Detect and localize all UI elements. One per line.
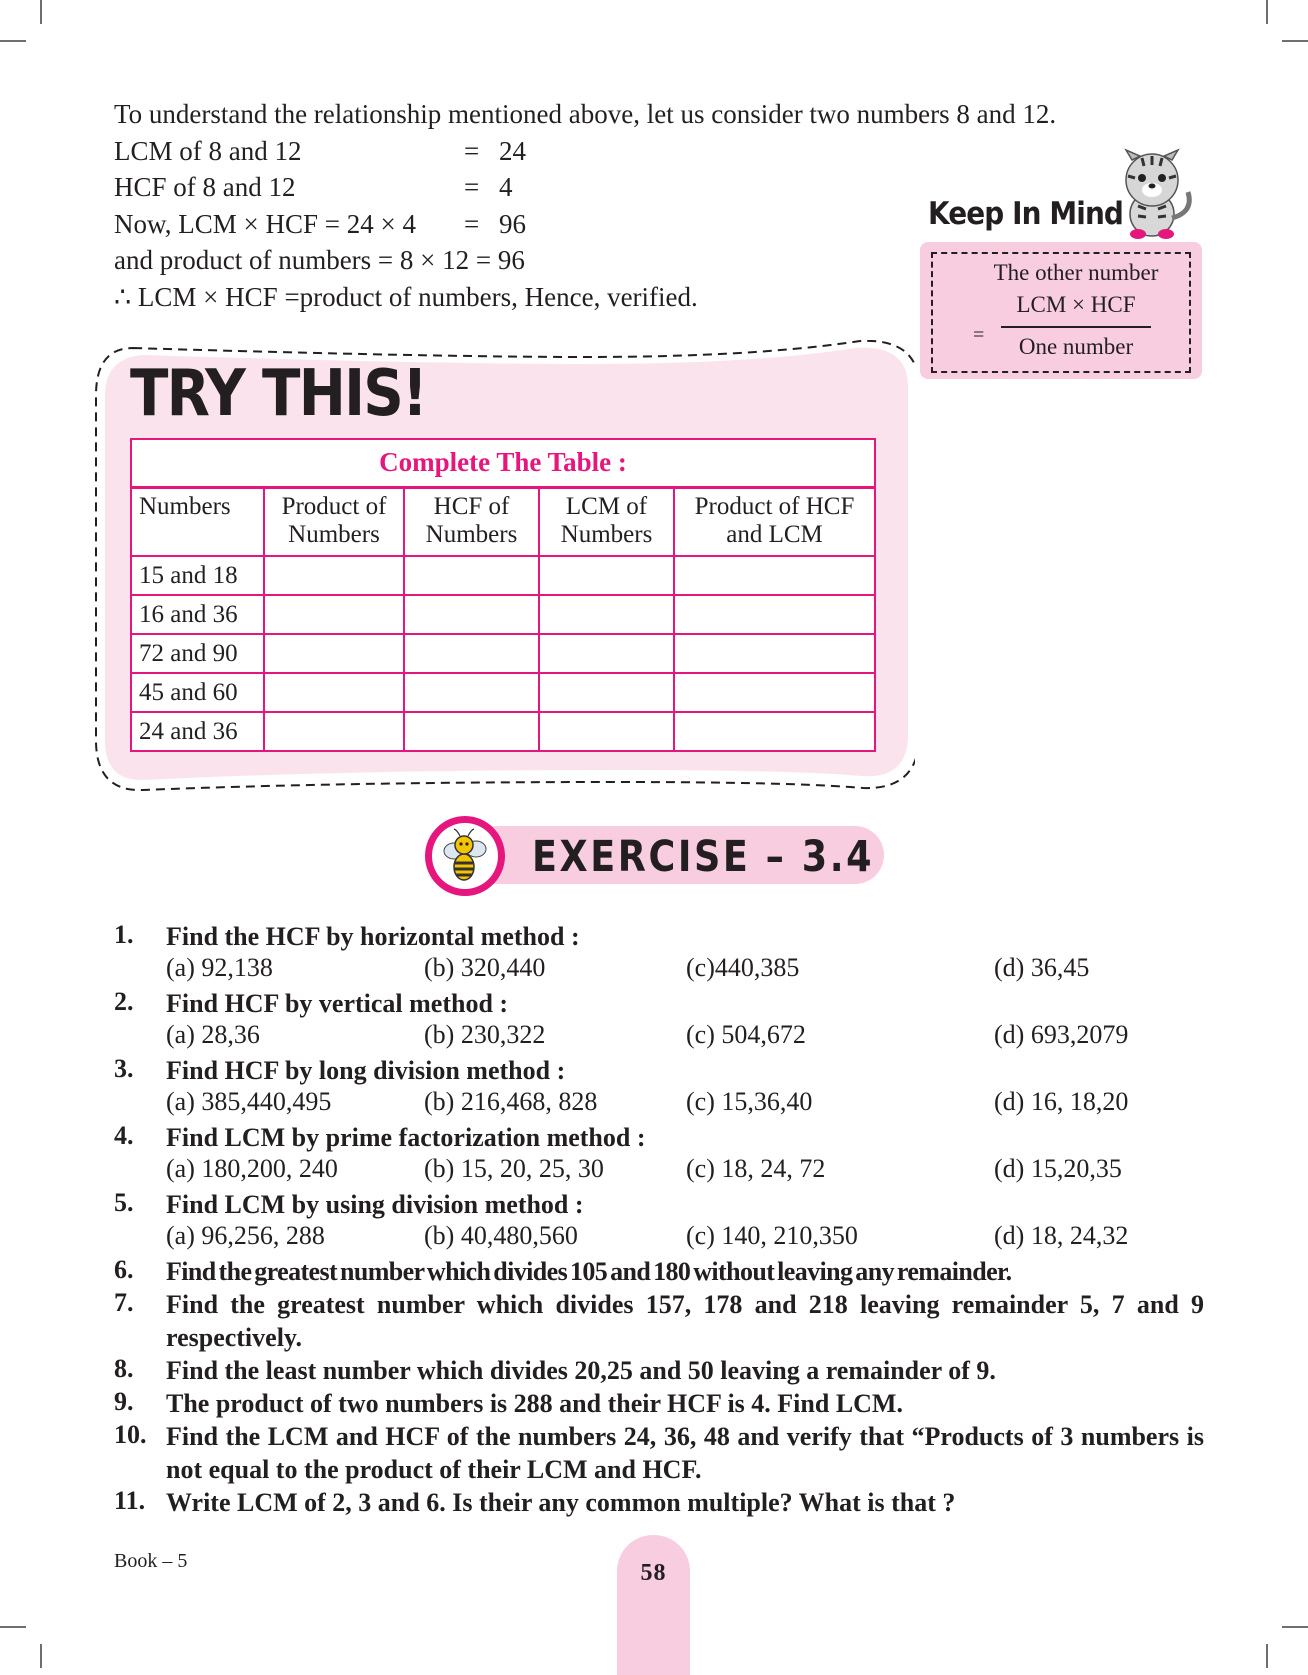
question-text: Find LCM by using division method : — [166, 1190, 584, 1219]
option-d: (d) 18, 24,32 — [994, 1221, 1129, 1250]
option-d: (d) 15,20,35 — [994, 1154, 1122, 1183]
question-10 — [114, 1420, 1204, 1486]
question-text: Find the greatest number which divides 157, 178 and 218 leaving remainder 5, 7 and 9 respectively. — [166, 1290, 1204, 1352]
page-number: 58 — [640, 1560, 667, 1586]
question-8 — [114, 1354, 1204, 1387]
equals-sign: = — [464, 135, 480, 166]
table-caption: Complete The Table : — [130, 438, 876, 488]
table-row — [131, 595, 875, 634]
question-number: 11. — [114, 1486, 146, 1515]
blank-cell[interactable] — [674, 556, 875, 595]
question-number: 5. — [114, 1188, 134, 1217]
blank-cell[interactable] — [404, 556, 539, 595]
formula-denominator: One number — [1018, 334, 1134, 359]
crop-mark — [0, 1626, 26, 1628]
question-number: 6. — [114, 1255, 134, 1284]
question-options — [166, 1221, 1204, 1255]
header-product-hcf-lcm: Product of HCF and LCM — [674, 488, 875, 556]
row-label: Now, LCM × HCF = 24 × 4 — [114, 208, 416, 239]
option-d: (d) 693,2079 — [994, 1020, 1129, 1049]
question-options — [166, 1154, 1204, 1188]
keep-in-mind-frame — [931, 252, 1191, 373]
question-number: 7. — [114, 1288, 134, 1317]
question-number: 1. — [114, 920, 134, 949]
fraction-bar — [1001, 326, 1151, 328]
question-11 — [114, 1486, 1204, 1519]
table-row — [131, 634, 875, 673]
question-3 — [114, 1054, 1204, 1121]
crop-mark — [1282, 1626, 1308, 1628]
question-text: Find HCF by vertical method : — [166, 989, 509, 1018]
book-label: Book – 5 — [114, 1550, 188, 1572]
option-b: (b) 40,480,560 — [424, 1221, 578, 1250]
intro-row-lcm — [114, 133, 1204, 170]
option-c: (c) 18, 24, 72 — [686, 1154, 826, 1183]
question-text: Find the HCF by horizontal method : — [166, 922, 580, 951]
table-row — [131, 556, 875, 595]
question-number: 10. — [114, 1420, 147, 1449]
equals-sign: = — [464, 208, 480, 239]
numbers-cell: 15 and 18 — [131, 556, 264, 595]
blank-cell[interactable] — [264, 595, 404, 634]
numbers-cell: 45 and 60 — [131, 673, 264, 712]
option-b: (b) 230,322 — [424, 1020, 546, 1049]
question-options — [166, 1087, 1204, 1121]
tiger-mascot-icon — [1108, 148, 1198, 240]
question-number: 8. — [114, 1354, 134, 1383]
crop-mark — [1266, 1644, 1268, 1668]
option-a: (a) 92,138 — [166, 953, 273, 982]
question-options — [166, 953, 1204, 987]
option-b: (b) 15, 20, 25, 30 — [424, 1154, 604, 1183]
question-2 — [114, 987, 1204, 1054]
question-number: 9. — [114, 1387, 134, 1416]
blank-cell[interactable] — [264, 673, 404, 712]
numbers-cell: 24 and 36 — [131, 712, 264, 751]
blank-cell[interactable] — [264, 556, 404, 595]
blank-cell[interactable] — [674, 595, 875, 634]
question-text: The product of two numbers is 288 and their HCF is 4. Find LCM. — [166, 1389, 903, 1418]
blank-cell[interactable] — [404, 595, 539, 634]
option-c: (c) 140, 210,350 — [686, 1221, 858, 1250]
formula-numerator: LCM × HCF — [1016, 292, 1136, 317]
numbers-cell: 72 and 90 — [131, 634, 264, 673]
blank-cell[interactable] — [674, 634, 875, 673]
question-text: Find the least number which divides 20,25 and 50 leaving a remainder of 9. — [166, 1356, 996, 1385]
blank-cell[interactable] — [539, 595, 674, 634]
formula-lhs: The other number — [993, 260, 1159, 285]
blank-cell[interactable] — [539, 634, 674, 673]
option-d: (d) 16, 18,20 — [994, 1087, 1129, 1116]
page-tab — [617, 1535, 690, 1675]
blank-cell[interactable] — [674, 712, 875, 751]
question-7 — [114, 1288, 1204, 1354]
question-5 — [114, 1188, 1204, 1255]
row-label: HCF of 8 and 12 — [114, 172, 296, 202]
blank-cell[interactable] — [539, 556, 674, 595]
intro-line: To understand the relationship mentioned above, let us consider two numbers 8 and 12. — [114, 99, 1057, 129]
option-c: (c) 15,36,40 — [686, 1087, 813, 1116]
blank-cell[interactable] — [404, 712, 539, 751]
crop-mark — [0, 40, 26, 42]
crop-mark — [40, 0, 42, 24]
intro-line: ∴ LCM × HCF =product of numbers, Hence, verified. — [114, 281, 698, 312]
complete-table — [130, 487, 876, 752]
row-value: 96 — [499, 208, 526, 239]
question-text: Find the LCM and HCF of the numbers 24, 36, 48 and verify that “Products of 3 numbers is not equal to the product of their LCM and HCF. — [166, 1422, 1204, 1484]
keep-in-mind-title: Keep In Mind — [928, 196, 1123, 232]
blank-cell[interactable] — [264, 712, 404, 751]
table-header-row — [131, 488, 875, 556]
header-numbers: Numbers — [131, 488, 264, 556]
row-value: 4 — [499, 172, 513, 202]
question-text: Find HCF by long division method : — [166, 1056, 566, 1085]
question-6 — [114, 1255, 1204, 1288]
header-lcm: LCM of Numbers — [539, 488, 674, 556]
numbers-cell: 16 and 36 — [131, 595, 264, 634]
equals-sign: = — [464, 172, 480, 202]
option-c: (c) 504,672 — [686, 1020, 806, 1049]
blank-cell[interactable] — [539, 673, 674, 712]
try-this-title: TRY THIS! — [130, 357, 427, 431]
question-number: 3. — [114, 1054, 134, 1083]
intro-line: and product of numbers = 8 × 12 = 96 — [114, 245, 525, 275]
option-a: (a) 180,200, 240 — [166, 1154, 338, 1183]
table-row — [131, 673, 875, 712]
header-hcf: HCF of Numbers — [404, 488, 539, 556]
question-9 — [114, 1387, 1204, 1420]
question-options — [166, 1020, 1204, 1054]
bee-icon — [432, 823, 498, 889]
row-value: 24 — [499, 135, 526, 166]
row-label: LCM of 8 and 12 — [114, 135, 302, 166]
question-text: Write LCM of 2, 3 and 6. Is their any common multiple? What is that ? — [166, 1488, 956, 1517]
question-number: 2. — [114, 987, 134, 1016]
question-text: Find LCM by prime factorization method : — [166, 1123, 646, 1152]
exercise-questions — [114, 920, 1204, 1519]
exercise-badge — [425, 816, 505, 896]
blank-cell[interactable] — [674, 673, 875, 712]
keep-in-mind-box — [920, 242, 1202, 379]
exercise-title: EXERCISE – 3.4 — [532, 832, 875, 882]
header-product-numbers: Product of Numbers — [264, 488, 404, 556]
blank-cell[interactable] — [404, 634, 539, 673]
option-a: (a) 96,256, 288 — [166, 1221, 325, 1250]
crop-mark — [40, 1644, 42, 1668]
option-b: (b) 320,440 — [424, 953, 546, 982]
option-b: (b) 216,468, 828 — [424, 1087, 598, 1116]
crop-mark — [1282, 40, 1308, 42]
question-4 — [114, 1121, 1204, 1188]
crop-mark — [1266, 0, 1268, 24]
table-row — [131, 712, 875, 751]
option-a: (a) 28,36 — [166, 1020, 260, 1049]
option-d: (d) 36,45 — [994, 953, 1090, 982]
equals-sign: = — [973, 324, 985, 346]
blank-cell[interactable] — [264, 634, 404, 673]
blank-cell[interactable] — [539, 712, 674, 751]
question-text: Find the greatest number which divides 105 and 180 without leaving any remainder. — [166, 1257, 1012, 1286]
option-c: (c)440,385 — [686, 953, 800, 982]
question-number: 4. — [114, 1121, 134, 1150]
option-a: (a) 385,440,495 — [166, 1087, 332, 1116]
blank-cell[interactable] — [404, 673, 539, 712]
question-1 — [114, 920, 1204, 987]
